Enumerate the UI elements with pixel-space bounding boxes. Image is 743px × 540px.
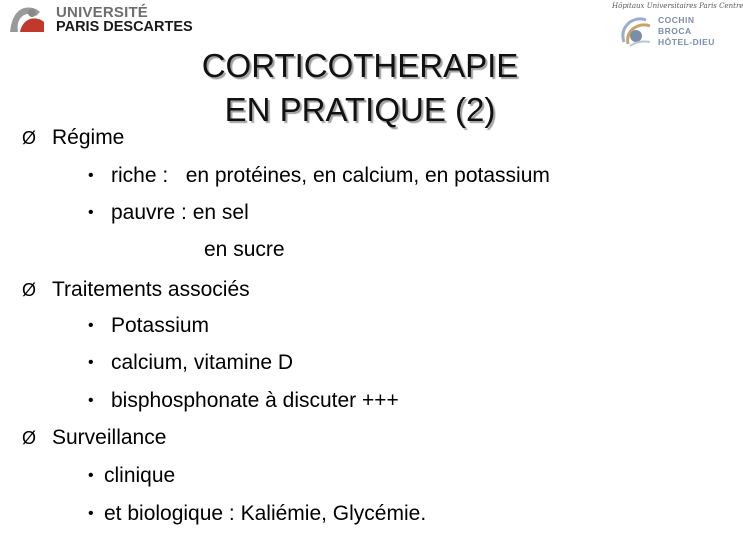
hospital-name-hotel-dieu: HÔTEL-DIEU — [658, 37, 715, 47]
bullet-icon: • — [88, 317, 94, 334]
university-name-line2: PARIS DESCARTES — [56, 19, 193, 35]
bullet-icon: • — [88, 204, 94, 221]
arrow-bullet-icon: Ø — [22, 428, 37, 448]
bullet-icon: • — [88, 505, 94, 522]
list-item-clinique: clinique — [104, 464, 176, 487]
title-line-1: CORTICOTHERAPIE — [201, 47, 519, 84]
title-line-2: EN PRATIQUE (2) — [224, 91, 496, 128]
arrow-bullet-icon: Ø — [22, 280, 37, 300]
university-logo — [6, 0, 193, 38]
arrow-bullet-icon: Ø — [22, 128, 37, 148]
section-heading-traitements: Traitements associés — [52, 278, 250, 301]
section-heading-regime: Régime — [52, 126, 125, 149]
list-item-bisphosphonate: bisphosphonate à discuter +++ — [111, 389, 399, 412]
hospital-name-broca: BROCA — [658, 26, 692, 36]
bullet-icon: • — [88, 467, 94, 484]
list-item-regime-sucre: en sucre — [204, 238, 285, 261]
list-item-regime-pauvre: pauvre : en sel — [111, 201, 249, 224]
bullet-icon: • — [88, 354, 94, 371]
list-item-regime-riche: riche : en protéines, en calcium, en potassium — [111, 164, 550, 187]
hospital-name-cochin: COCHIN — [658, 15, 695, 25]
list-item-calcium: calcium, vitamine D — [111, 351, 294, 374]
hospital-tagline: Hôpitaux Universitaires Paris Centre — [612, 2, 743, 10]
section-heading-surveillance: Surveillance — [52, 426, 167, 449]
hospital-logo — [606, 0, 743, 52]
list-item-potassium: Potassium — [111, 314, 210, 337]
list-item-biologique: et biologique : Kaliémie, Glycémie. — [104, 502, 427, 525]
hospital-emblem-icon — [616, 12, 658, 48]
bullet-icon: • — [88, 167, 94, 184]
university-seal-icon — [6, 2, 48, 36]
university-name-line1: UNIVERSITÉ — [56, 4, 149, 21]
bullet-icon: • — [88, 392, 94, 409]
slide-title — [150, 44, 570, 132]
